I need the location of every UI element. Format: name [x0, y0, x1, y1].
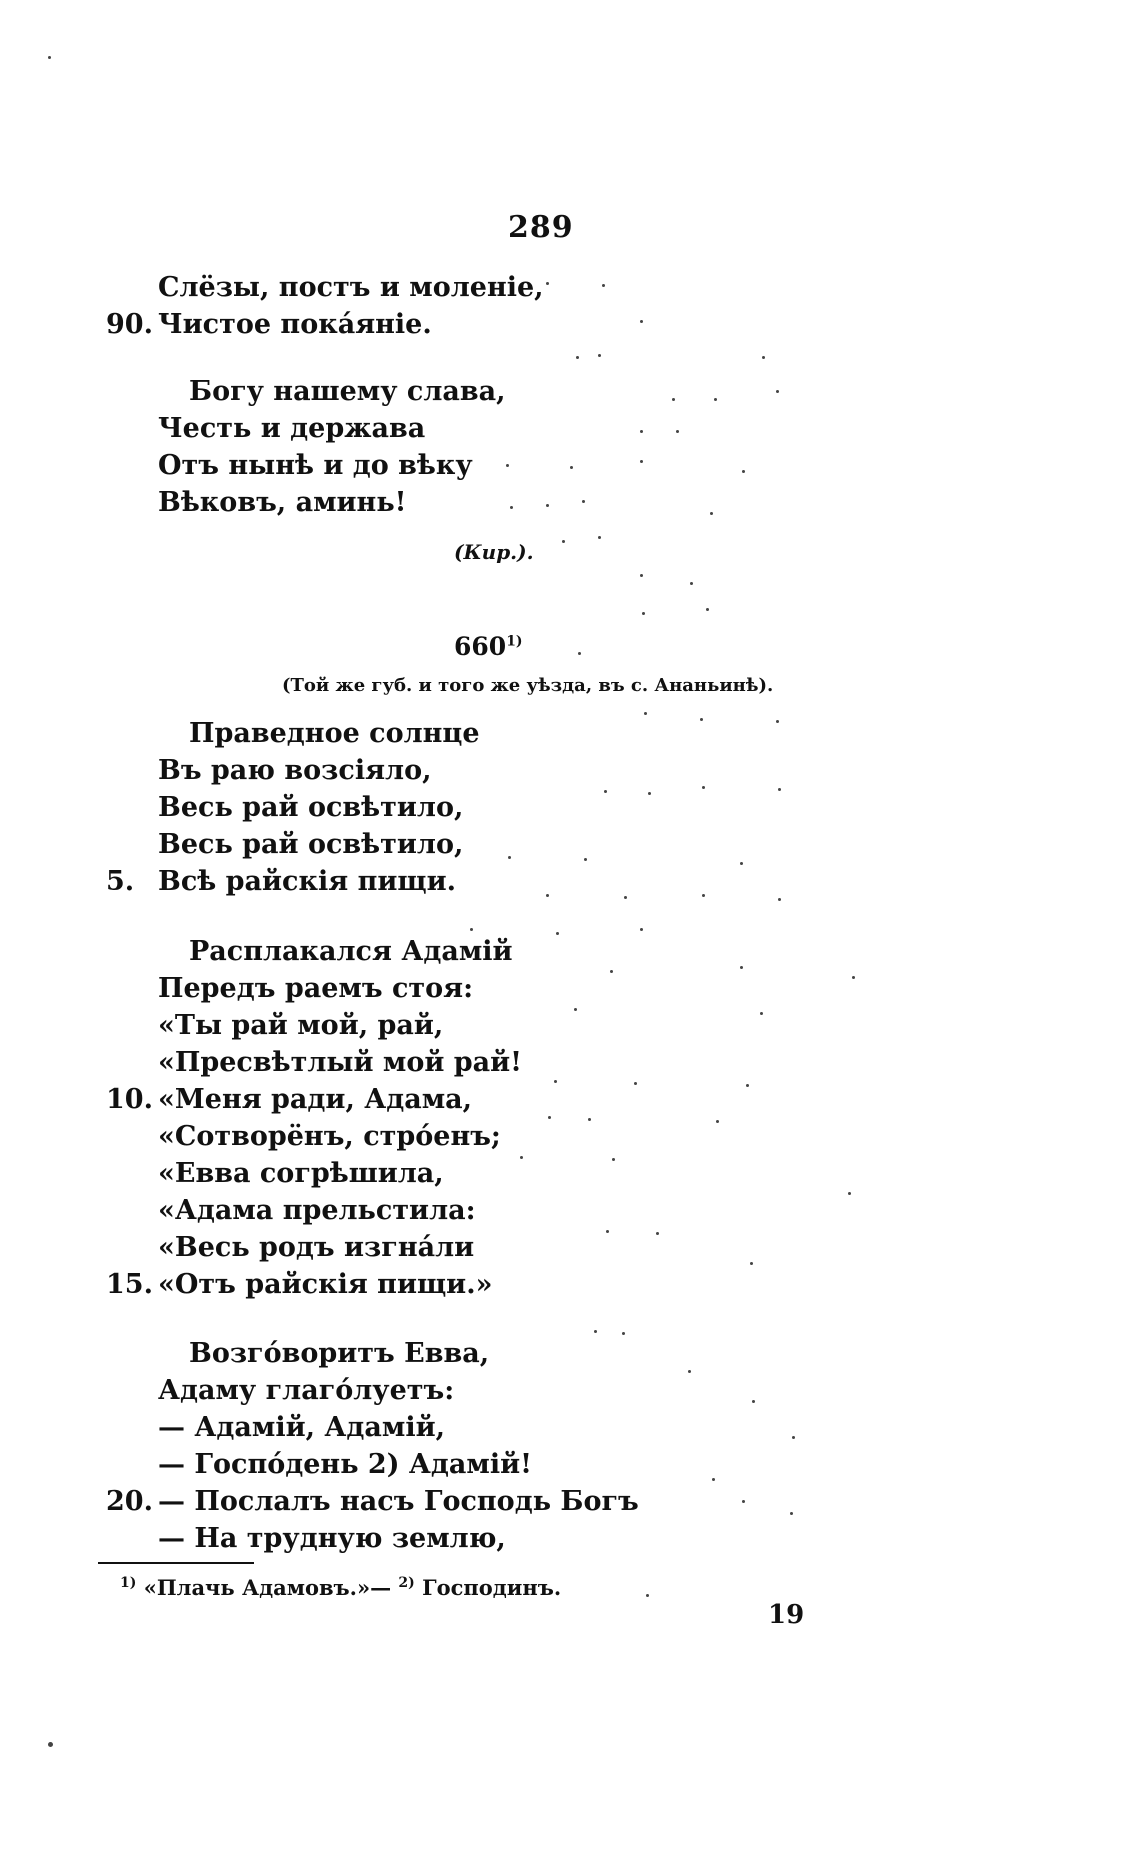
- speck: [740, 862, 743, 865]
- speck: [640, 430, 643, 433]
- speck: [598, 536, 601, 539]
- speck: [672, 398, 675, 401]
- speck: [546, 894, 549, 897]
- song-footnote-mark: 1): [506, 633, 523, 650]
- speck: [746, 1084, 749, 1087]
- verse-line: «Меня ради, Адама,: [158, 1084, 473, 1115]
- speck: [702, 894, 705, 897]
- verse-line: «Весь родъ изгнáли: [158, 1232, 475, 1263]
- speck: [714, 398, 717, 401]
- footnote-mark-2: 2): [398, 1575, 415, 1591]
- speck: [582, 500, 585, 503]
- verse-line: «Отъ райскія пищи.»: [158, 1269, 493, 1300]
- verse-line: «Сотворёнъ, стрóенъ;: [158, 1121, 501, 1152]
- speck: [562, 540, 565, 543]
- verse-line: Расплакался Адамій: [189, 936, 513, 967]
- speck: [646, 1594, 649, 1597]
- speck: [676, 430, 679, 433]
- speck: [688, 1370, 691, 1373]
- song-provenance: (Той же губ. и того же уѣзда, въ с. Ананьинѣ).: [282, 675, 774, 696]
- footnote-text-1: «Плачь Адамовъ.»—: [143, 1575, 392, 1600]
- speck: [656, 1232, 659, 1235]
- speck: [644, 712, 647, 715]
- verse-line: Возгóворитъ Евва,: [189, 1338, 490, 1369]
- speck: [716, 1120, 719, 1123]
- speck: [640, 574, 643, 577]
- footnote: [120, 1575, 561, 1600]
- line-number: 90.: [106, 309, 153, 340]
- speck: [778, 788, 781, 791]
- verse-line: — Адамій, Адамій,: [158, 1412, 446, 1443]
- speck: [710, 512, 713, 515]
- speck: [556, 932, 559, 935]
- speck: [588, 1118, 591, 1121]
- speck: [594, 1330, 597, 1333]
- speck: [648, 792, 651, 795]
- verse-line: «Пресвѣтлый мой рай!: [158, 1047, 523, 1078]
- footnote-mark-1: 1): [120, 1575, 137, 1591]
- speck: [742, 470, 745, 473]
- verse-line: Передъ раемъ стоя:: [158, 973, 474, 1004]
- source-note: (Кир.).: [454, 540, 534, 564]
- speck: [506, 464, 509, 467]
- line-number: 20.: [106, 1486, 153, 1517]
- song-number: [454, 632, 523, 661]
- speck: [520, 1156, 523, 1159]
- line-number: 15.: [106, 1269, 153, 1300]
- speck: [470, 928, 473, 931]
- speck: [576, 356, 579, 359]
- signature-mark: 19: [768, 1600, 805, 1630]
- verse-line: Весь рай освѣтило,: [158, 829, 464, 860]
- speck: [546, 282, 549, 285]
- verse-line: — Госпóдень 2) Адамій!: [158, 1449, 532, 1480]
- speck: [510, 506, 513, 509]
- verse-line: Адаму глагóлуетъ:: [158, 1375, 455, 1406]
- speck: [606, 1230, 609, 1233]
- verse-line: Вѣковъ, аминь!: [158, 487, 407, 518]
- speck: [762, 356, 765, 359]
- line-number: 10.: [106, 1084, 153, 1115]
- speck: [48, 56, 51, 59]
- verse-line: «Адама прельстила:: [158, 1195, 476, 1226]
- speck: [792, 1436, 795, 1439]
- speck: [604, 790, 607, 793]
- speck: [778, 898, 781, 901]
- verse-line: Въ раю возсіяло,: [158, 755, 432, 786]
- verse-line: Чистое покáяніе.: [158, 309, 432, 340]
- verse-line: «Ты рай мой, рай,: [158, 1010, 444, 1041]
- page-number: 289: [508, 210, 574, 245]
- verse-line: «Евва согрѣшила,: [158, 1158, 444, 1189]
- verse-line: Богу нашему слава,: [189, 376, 506, 407]
- speck: [712, 1478, 715, 1481]
- speck: [578, 652, 581, 655]
- speck: [642, 612, 645, 615]
- speck: [700, 718, 703, 721]
- speck: [48, 1742, 53, 1747]
- song-number-value: 660: [454, 632, 507, 661]
- speck: [752, 1400, 755, 1403]
- verse-line: Всѣ райскія пищи.: [158, 866, 457, 897]
- speck: [702, 786, 705, 789]
- speck: [602, 284, 605, 287]
- verse-line: Весь рай освѣтило,: [158, 792, 464, 823]
- speck: [610, 970, 613, 973]
- speck: [706, 608, 709, 611]
- speck: [760, 1012, 763, 1015]
- speck: [640, 928, 643, 931]
- speck: [574, 1008, 577, 1011]
- speck: [598, 354, 601, 357]
- verse-line: Честь и держава: [158, 413, 426, 444]
- speck: [742, 1500, 745, 1503]
- verse-line: Отъ нынѣ и до вѣку: [158, 450, 473, 481]
- speck: [612, 1158, 615, 1161]
- verse-line: — На трудную землю,: [158, 1523, 506, 1554]
- speck: [852, 976, 855, 979]
- footnote-text-2: Господинъ.: [422, 1575, 562, 1600]
- speck: [750, 1262, 753, 1265]
- speck: [640, 320, 643, 323]
- speck: [690, 582, 693, 585]
- speck: [848, 1192, 851, 1195]
- verse-line: — Послалъ насъ Господь Богъ: [158, 1486, 639, 1517]
- speck: [624, 896, 627, 899]
- speck: [554, 1080, 557, 1083]
- verse-line: Праведное солнце: [189, 718, 480, 749]
- speck: [634, 1082, 637, 1085]
- speck: [548, 1116, 551, 1119]
- verse-line: Слёзы, постъ и моленіе,: [158, 272, 544, 303]
- speck: [790, 1512, 793, 1515]
- speck: [740, 966, 743, 969]
- speck: [508, 856, 511, 859]
- line-number: 5.: [106, 866, 135, 897]
- speck: [622, 1332, 625, 1335]
- speck: [546, 504, 549, 507]
- speck: [584, 858, 587, 861]
- speck: [776, 390, 779, 393]
- speck: [570, 466, 573, 469]
- footnote-rule: [98, 1562, 254, 1564]
- speck: [640, 460, 643, 463]
- speck: [776, 720, 779, 723]
